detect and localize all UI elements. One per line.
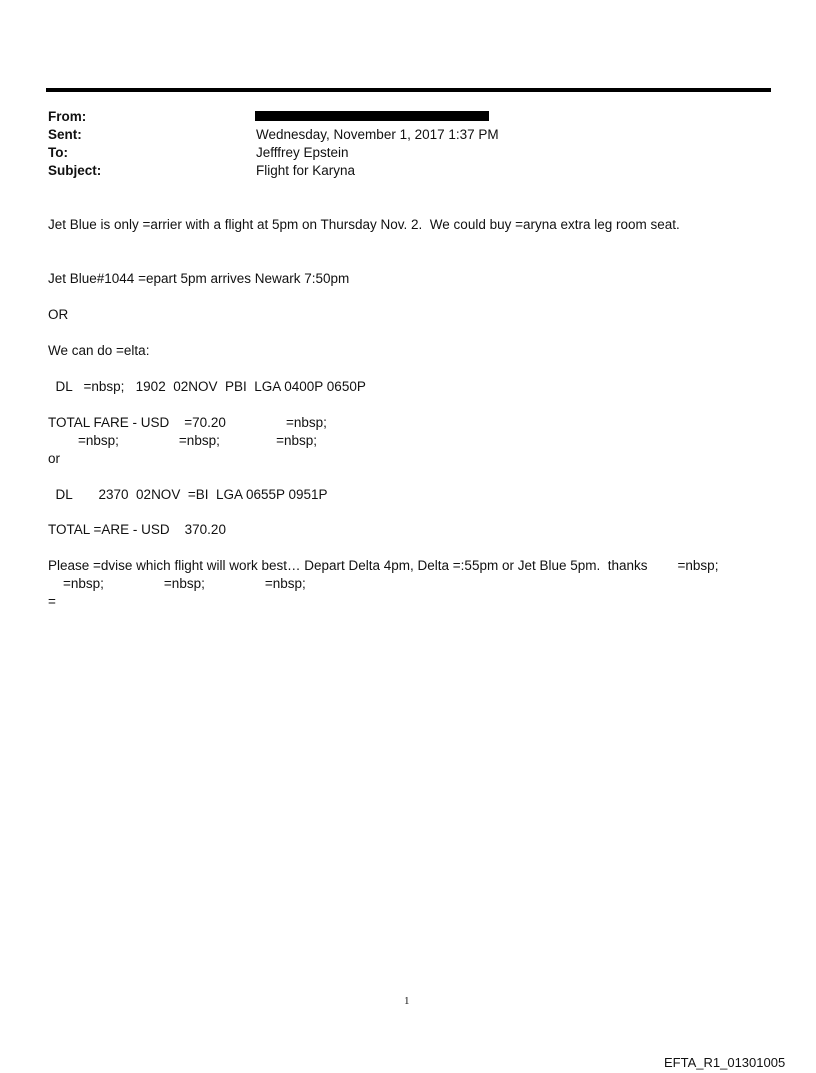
page-number: 1 [404, 995, 410, 1007]
from-redaction [255, 111, 489, 121]
bates-number: EFTA_R1_01301005 [664, 1055, 786, 1070]
body-line: =nbsp; =nbsp; =nbsp; [48, 433, 318, 448]
sent-value: Wednesday, November 1, 2017 1:37 PM [256, 127, 499, 142]
body-line: Please =dvise which flight will work best… Depart Delta 4pm, Delta =:55pm or Jet Blue 5pm. thanks =nbsp; [48, 558, 719, 573]
body-line: = [48, 594, 56, 609]
body-line: Jet Blue#1044 =epart 5pm arrives Newark 7:50pm [48, 271, 350, 286]
from-label: From: [48, 109, 87, 124]
to-label: To: [48, 145, 68, 160]
body-line: We can do =elta: [48, 343, 150, 358]
subject-label: Subject: [48, 163, 102, 178]
body-line: =nbsp; =nbsp; =nbsp; [48, 576, 306, 591]
body-line: DL =nbsp; 1902 02NOV PBI LGA 0400P 0650P [48, 379, 366, 394]
body-line: Jet Blue is only =arrier with a flight at 5pm on Thursday Nov. 2. We could buy =aryna extra leg room seat. [48, 217, 680, 232]
subject-value: Flight for Karyna [256, 163, 356, 178]
header-rule [46, 88, 771, 92]
to-value: Jefffrey Epstein [256, 145, 349, 160]
body-line: TOTAL =ARE - USD 370.20 [48, 522, 226, 537]
sent-label: Sent: [48, 127, 82, 142]
body-line: OR [48, 307, 69, 322]
body-line: or [48, 451, 61, 466]
body-line: TOTAL FARE - USD =70.20 =nbsp; [48, 415, 327, 430]
body-line: DL 2370 02NOV =BI LGA 0655P 0951P [48, 487, 328, 502]
